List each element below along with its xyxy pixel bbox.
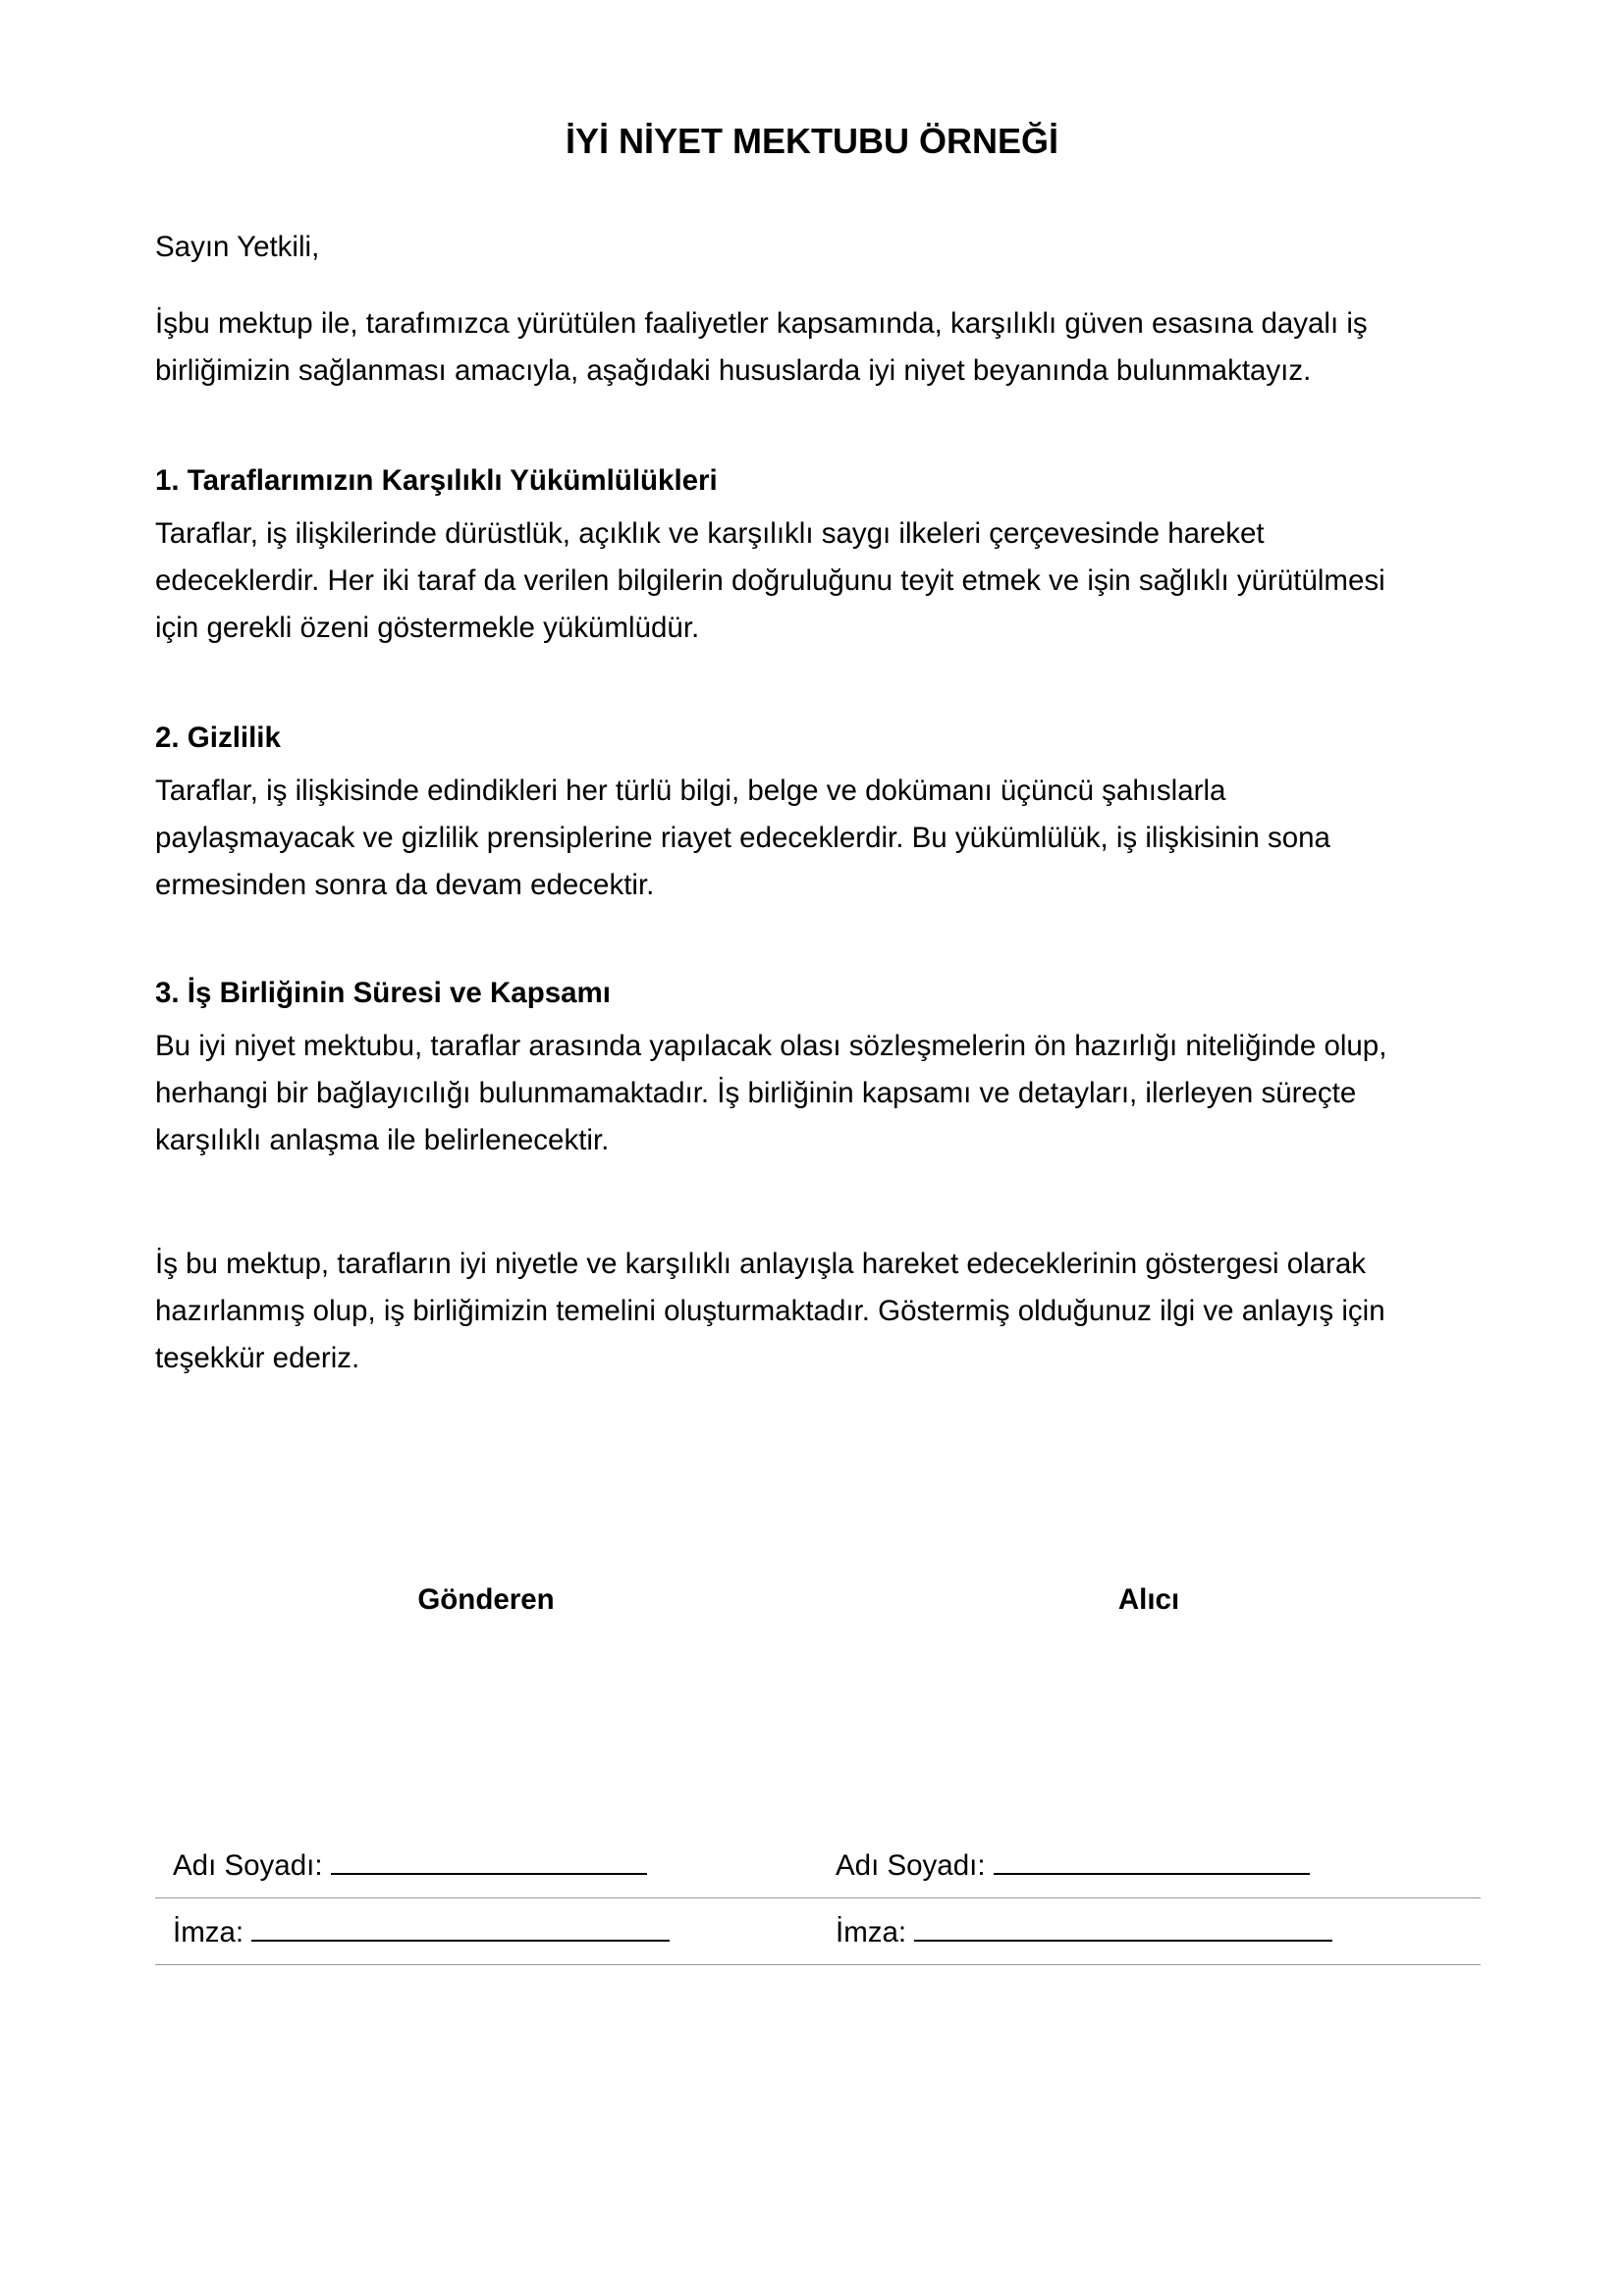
receiver-signature-cell [818, 1898, 1481, 1965]
sender-name-label: Adı Soyadı: [173, 1849, 323, 1882]
salutation: Sayın Yetkili, [155, 231, 320, 263]
intro-line-1: İşbu mektup ile, tarafımızca yürütülen faaliyetler kapsamında, karşılıklı güven esasına dayalı iş [155, 307, 1368, 340]
section-2-line-1: Taraflar, iş ilişkisinde edindikleri her türlü bilgi, belge ve dokümanı üçüncü şahıslarla [155, 774, 1226, 807]
sender-signature-label: İmza: [173, 1916, 244, 1949]
receiver-signature-label: İmza: [836, 1916, 907, 1949]
receiver-name-blank[interactable] [994, 1843, 1310, 1875]
sender-name-blank[interactable] [331, 1843, 647, 1875]
section-1-line-3: için gerekli özeni göstermekle yükümlüdür. [155, 612, 700, 644]
signature-table [155, 1832, 1481, 1965]
closing-line-1: İş bu mektup, tarafların iyi niyetle ve karşılıklı anlayışla hareket edeceklerinin göstergesi olarak [155, 1248, 1367, 1280]
section-3-line-1: Bu iyi niyet mektubu, taraflar arasında yapılacak olası sözleşmelerin ön hazırlığı niteliğinde olup, [155, 1030, 1387, 1062]
name-row [155, 1832, 1481, 1898]
sender-signature-blank[interactable] [251, 1910, 670, 1942]
section-3-line-2: herhangi bir bağlayıcılığı bulunmamaktadır. İş birliğinin kapsamı ve detayları, ilerleyen süreçte [155, 1077, 1357, 1109]
section-3-line-3: karşılıklı anlaşma ile belirlenecektir. [155, 1124, 610, 1156]
intro-line-2: birliğimizin sağlanması amacıyla, aşağıdaki hususlarda iyi niyet beyanında bulunmaktayız. [155, 354, 1312, 387]
section-3-heading: 3. İş Birliğinin Süresi ve Kapsamı [155, 977, 611, 1009]
section-1-line-1: Taraflar, iş ilişkilerinde dürüstlük, açıklık ve karşılıklı saygı ilkeleri çerçevesinde hareket [155, 517, 1265, 550]
sender-signature-cell [155, 1898, 818, 1965]
receiver-name-cell [818, 1832, 1481, 1898]
section-2-line-2: paylaşmayacak ve gizlilik prensiplerine riayet edeceklerdir. Bu yükümlülük, iş ilişkisinin sona [155, 822, 1330, 854]
closing-line-2: hazırlanmış olup, iş birliğimizin temelini oluşturmaktadır. Göstermiş olduğunuz ilgi ve anlayış için [155, 1295, 1385, 1327]
section-2-heading: 2. Gizlilik [155, 721, 281, 754]
receiver-name-label: Adı Soyadı: [836, 1849, 986, 1882]
section-2-line-3: ermesinden sonra da devam edecektir. [155, 869, 655, 901]
section-1-heading: 1. Taraflarımızın Karşılıklı Yükümlülükleri [155, 464, 718, 497]
receiver-signature-blank[interactable] [914, 1910, 1332, 1942]
sender-name-cell [155, 1832, 818, 1898]
receiver-heading: Alıcı [1117, 1583, 1180, 1616]
signature-row [155, 1898, 1481, 1965]
sender-heading: Gönderen [417, 1583, 555, 1616]
section-1-line-2: edeceklerdir. Her iki taraf da verilen bilgilerin doğruluğunu teyit etmek ve işin sağlıklı yürütülmesi [155, 564, 1385, 597]
closing-line-3: teşekkür ederiz. [155, 1342, 360, 1374]
document-title: İYİ NİYET MEKTUBU ÖRNEĞİ [565, 121, 1059, 161]
